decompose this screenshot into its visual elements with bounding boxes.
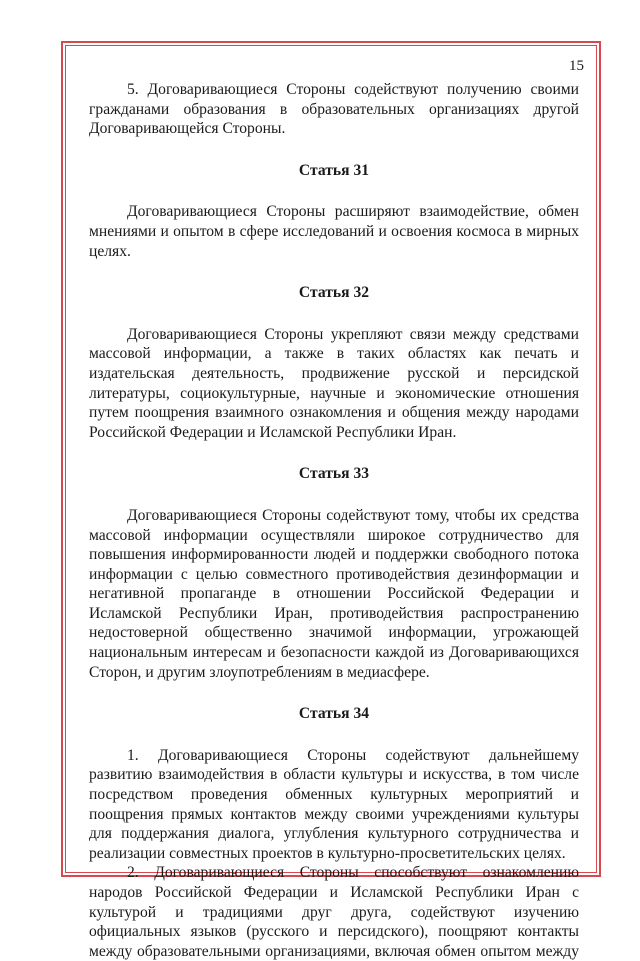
intro-paragraph: 5. Договаривающиеся Стороны содействуют получению своими гражданами образования в образовательных организациях другой Договаривающейся Стороны. (89, 81, 579, 138)
article-32-title: Статья 32 (298, 284, 370, 302)
article-34-paragraph-2: 2. Договаривающиеся Стороны способствуют ознакомлению народов Российской Федерации и Исламской Республики Иран с культурой и традициями друг друга, содействуют изучению официальных языков (русского и персидского), поощряют контакты между образовательными организациями, включая обмен опытом между (89, 864, 579, 960)
document-body (89, 80, 579, 961)
article-31-paragraph: Договаривающиеся Стороны расширяют взаимодействие, обмен мнениями и опытом в сфере исследований и освоения космоса в мирных целях. (89, 203, 579, 260)
article-34-title: Статья 34 (298, 705, 370, 723)
article-31-title: Статья 31 (298, 161, 370, 179)
article-33-title: Статья 33 (298, 465, 370, 483)
article-34-paragraph-1: 1. Договаривающиеся Стороны содействуют дальнейшему развитию взаимодействия в области культуры и искусства, в том числе посредством проведения обменных культурных мероприятий и поощрения прямых контактов между своими учреждениями культуры для поддержания диалога, углубления культурного сотрудничества и реализации совместных проектов в культурно-просветительских целях. (89, 746, 579, 862)
article-32-paragraph: Договаривающиеся Стороны укрепляют связи между средствами массовой информации, а также в таких областях как печать и издательская деятельность, продвижение русской и персидской литературы, социокультурные, научные и экономические отношения путем поощрения взаимного ознакомления и общения между народами Российской Федерации и Исламской Республики Иран. (89, 325, 579, 441)
article-33-paragraph: Договаривающиеся Стороны содействуют тому, чтобы их средства массовой информации осуществляли широкое сотрудничество для повышения информированности людей и поддержки свободного потока информации с целью совместного противодействия дезинформации и негативной пропаганде в отношении Российской Федерации и Исламской Республики Иран, противодействия распространению недостоверной общественно значимой информации, угрожающей национальным интересам и безопасности каждой из Договаривающихся Сторон, и другим злоупотреблениям в медиасфере. (89, 506, 579, 681)
page-number: 15 (569, 58, 584, 74)
